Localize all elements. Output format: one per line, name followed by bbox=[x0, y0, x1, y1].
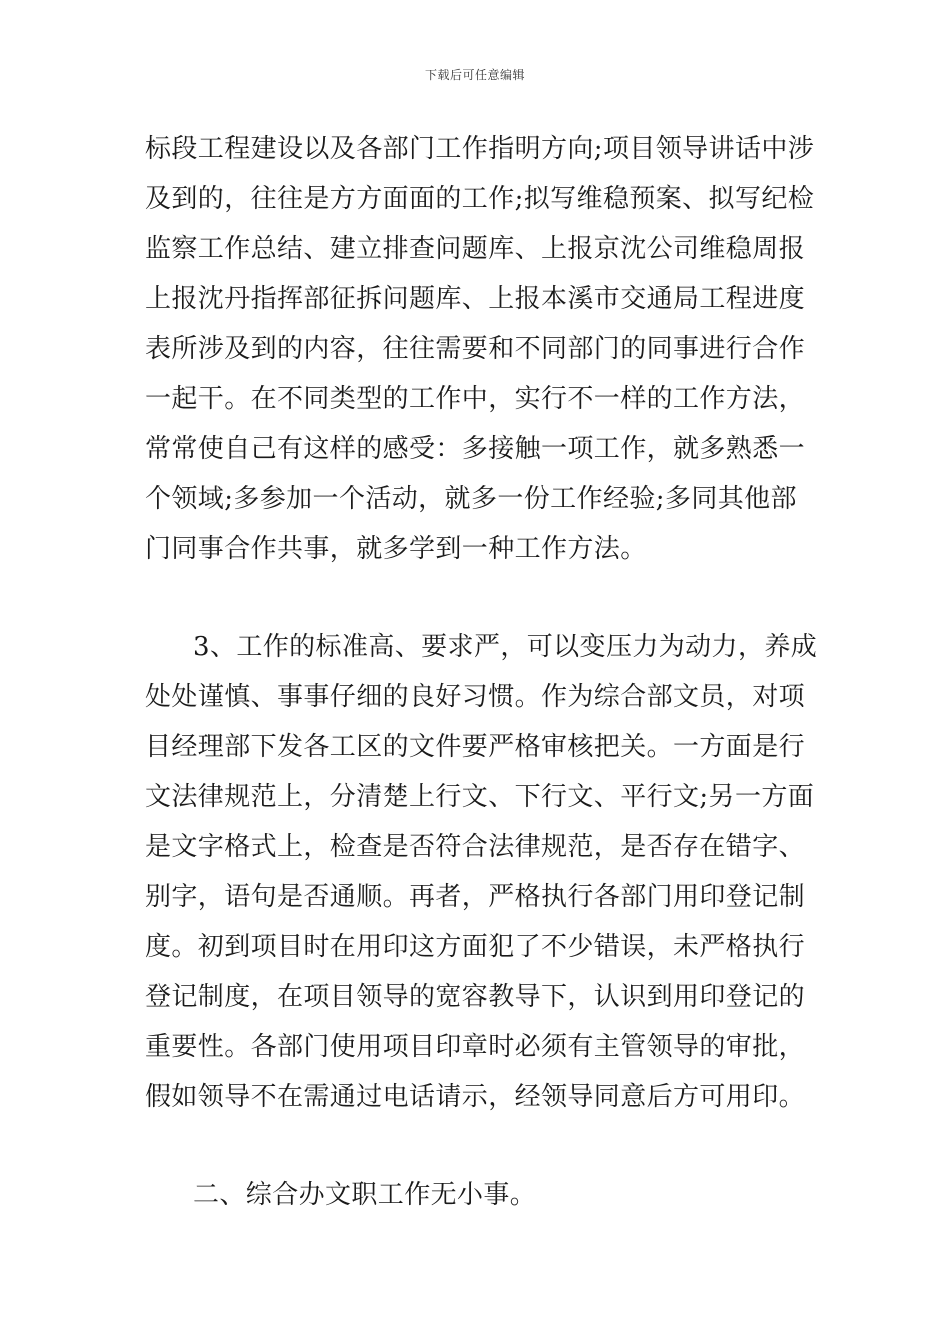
paragraph-line: 上报沈丹指挥部征拆问题库、上报本溪市交通局工程进度 bbox=[145, 284, 806, 314]
paragraph-line: 个领域;多参加一个活动，就多一份工作经验;多同其他部 bbox=[145, 484, 797, 514]
paragraph-line: 登记制度，在项目领导的宽容教导下，认识到用印登记的 bbox=[145, 982, 806, 1012]
paragraph-line: 门同事合作共事，就多学到一种工作方法。 bbox=[145, 534, 647, 564]
paragraph-line: 目经理部下发各工区的文件要严格审核把关。一方面是行 bbox=[145, 732, 806, 762]
paragraph-line: 3、工作的标准高、要求严，可以变压力为动力，养成 bbox=[193, 632, 818, 662]
page-header: 下载后可任意编辑 bbox=[424, 68, 525, 82]
paragraph-line: 假如领导不在需通过电话请示，经领导同意后方可用印。 bbox=[145, 1082, 806, 1112]
section-heading: 二、综合办文职工作无小事。 bbox=[193, 1180, 537, 1210]
paragraph-line: 重要性。各部门使用项目印章时必须有主管领导的审批， bbox=[145, 1032, 806, 1062]
paragraph-line: 标段工程建设以及各部门工作指明方向;项目领导讲话中涉 bbox=[145, 134, 815, 164]
paragraph-line: 文法律规范上，分清楚上行文、下行文、平行文;另一方面 bbox=[145, 782, 815, 812]
paragraph-line: 及到的，往往是方方面面的工作;拟写维稳预案、拟写纪检 bbox=[145, 184, 815, 214]
paragraph-line: 监察工作总结、建立排查问题库、上报京沈公司维稳周报 bbox=[145, 234, 806, 264]
paragraph-line: 度。初到项目时在用印这方面犯了不少错误，未严格执行 bbox=[145, 932, 806, 962]
paragraph-line: 一起干。在不同类型的工作中，实行不一样的工作方法， bbox=[145, 384, 806, 414]
paragraph-line: 常常使自己有这样的感受：多接触一项工作，就多熟悉一 bbox=[145, 434, 806, 464]
paragraph-line: 是文字格式上，检查是否符合法律规范，是否存在错字、 bbox=[145, 832, 806, 862]
paragraph-line: 表所涉及到的内容，往往需要和不同部门的同事进行合作 bbox=[145, 334, 806, 364]
paragraph-line: 处处谨慎、事事仔细的良好习惯。作为综合部文员，对项 bbox=[145, 682, 806, 712]
paragraph-line: 别字，语句是否通顺。再者，严格执行各部门用印登记制 bbox=[145, 882, 806, 912]
